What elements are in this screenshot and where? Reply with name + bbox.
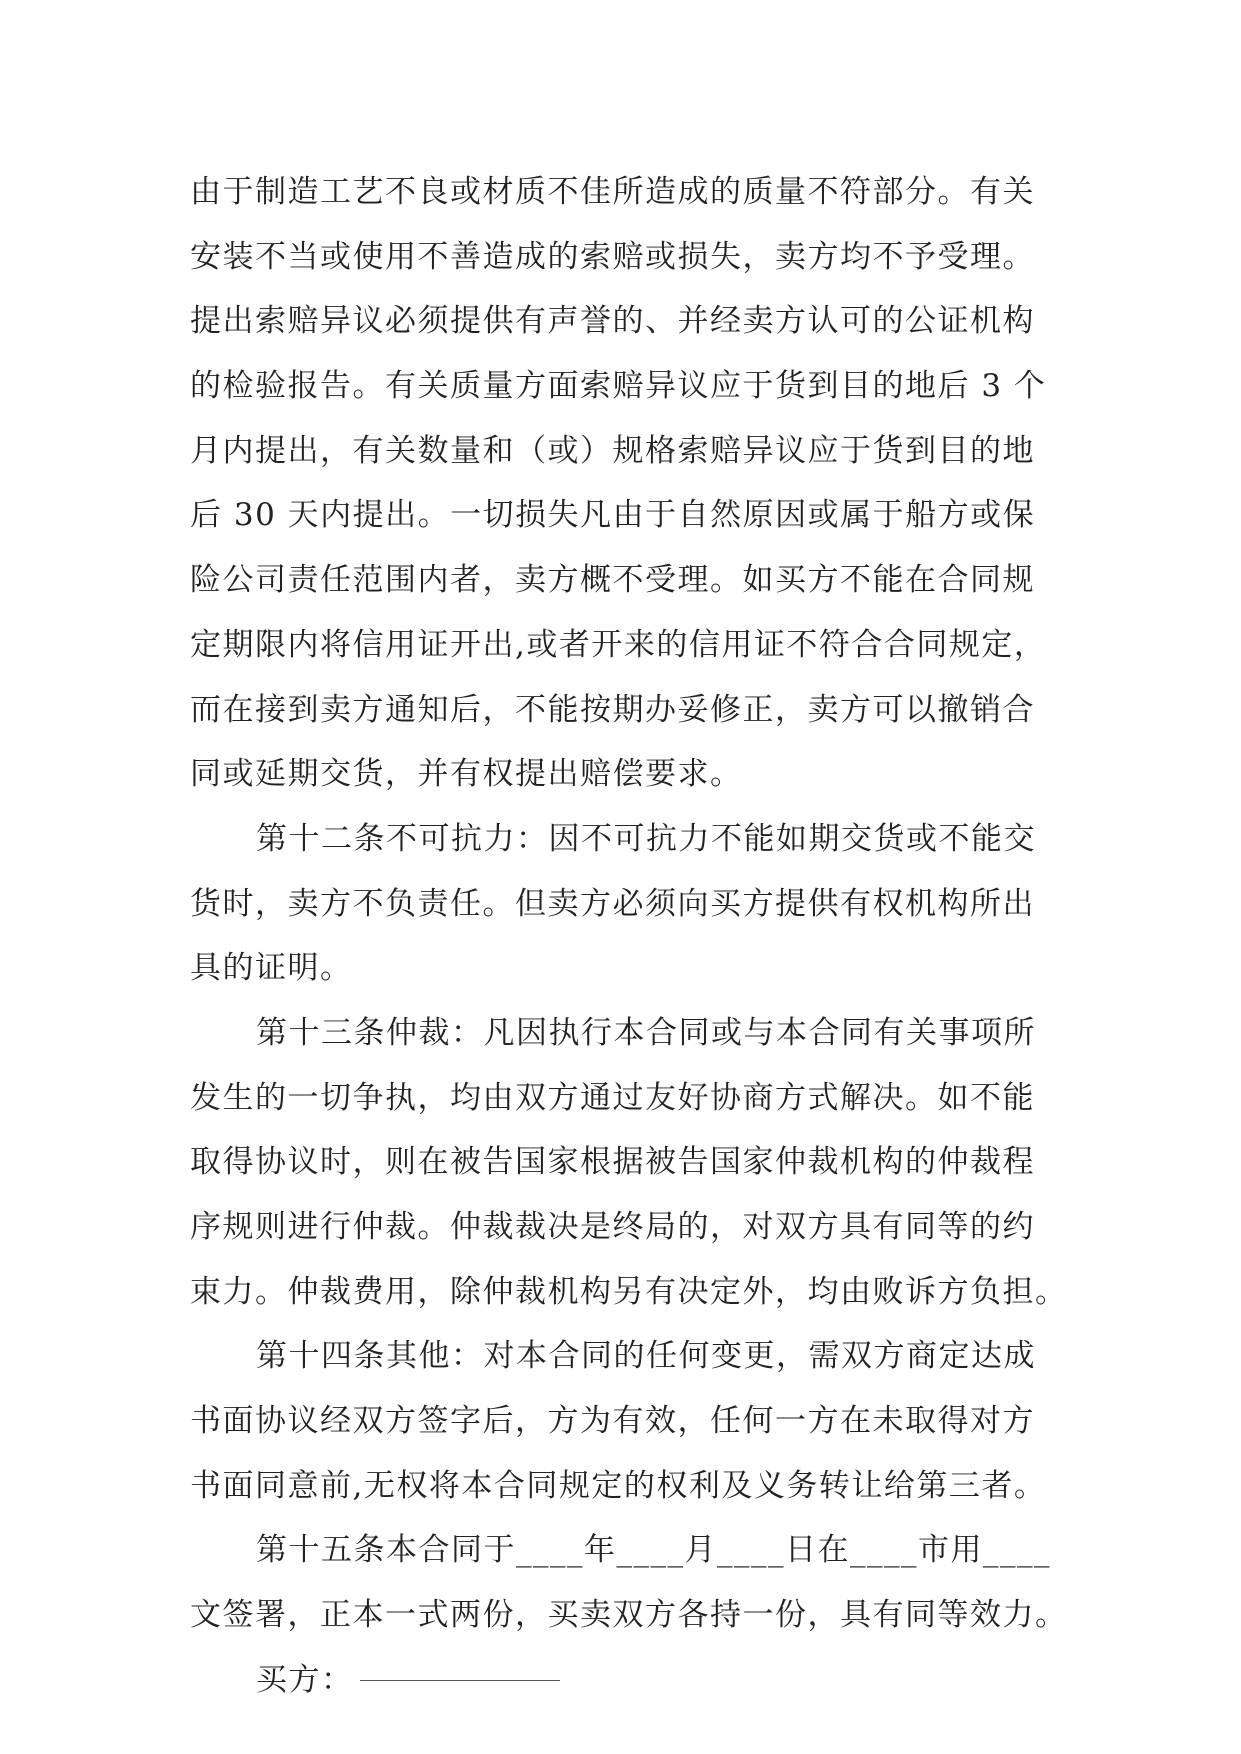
text-line: 的检验报告。有关质量方面索赔异议应于货到目的地后 3 个 (190, 368, 1047, 405)
text-line: 第十三条仲裁：凡因执行本合同或与本合同有关事项所 (256, 1014, 1036, 1051)
text-line: 提出索赔异议必须提供有声誉的、并经卖方认可的公证机构 (190, 303, 1035, 340)
text-line: 险公司责任范围内者，卖方概不受理。如买方不能在合同规 (190, 562, 1035, 599)
text-line: 书面同意前,无权将本合同规定的权利及义务转让给第三者。 (190, 1467, 1047, 1504)
text-line: 后 30 天内提出。一切损失凡由于自然原因或属于船方或保 (190, 497, 1036, 534)
text-line: 序规则进行仲裁。仲裁裁决是终局的，对双方具有同等的约 (190, 1209, 1035, 1245)
article-12-force-majeure (190, 807, 1070, 1001)
text-line: 发生的一切争执，均由双方通过友好协商方式解决。如不能 (190, 1079, 1035, 1116)
text-line: 书面协议经双方签字后，方为有效，任何一方在未取得对方 (190, 1403, 1035, 1440)
text-line: 货时，卖方不负责任。但卖方必须向买方提供有权机构所出 (190, 885, 1035, 922)
article-15-signing (190, 1518, 1070, 1647)
contract-body (190, 160, 1070, 1713)
text-line: 取得协议时，则在被告国家根据被告国家仲裁机构的仲裁程 (190, 1144, 1035, 1181)
text-line: 定期限内将信用证开出,或者开来的信用证不符合合同规定， (190, 626, 1047, 663)
buyer-signature-blank (360, 1679, 560, 1681)
text-line: 文签署，正本一式两份，买卖双方各持一份，具有同等效力。 (190, 1597, 1068, 1634)
claims-paragraph (190, 160, 1070, 807)
text-line: 第十二条不可抗力：因不可抗力不能如期交货或不能交 (256, 820, 1036, 857)
article-13-arbitration (190, 1001, 1070, 1324)
text-line: 月内提出，有关数量和（或）规格索赔异议应于货到目的地 (190, 432, 1035, 469)
text-line: 束力。仲裁费用，除仲裁机构另有决定外，均由败诉方负担。 (190, 1273, 1068, 1310)
article-14-other (190, 1324, 1070, 1518)
text-line: 第十五条本合同于____年____月____日在____市用____ (256, 1532, 1051, 1569)
paragraphs-container (190, 160, 1070, 1648)
text-line: 而在接到卖方通知后，不能按期办妥修正，卖方可以撤销合 (190, 691, 1035, 728)
text-line: 由于制造工艺不良或材质不佳所造成的质量不符部分。有关 (190, 174, 1035, 210)
buyer-label: 买方： (256, 1661, 354, 1698)
text-line: 第十四条其他：对本合同的任何变更，需双方商定达成 (256, 1338, 1036, 1375)
text-line: 具的证明。 (190, 950, 353, 987)
text-line: 同或延期交货，并有权提出赔偿要求。 (190, 756, 743, 793)
text-line: 安装不当或使用不善造成的索赔或损失，卖方均不予受理。 (190, 238, 1035, 275)
buyer-signature-line (190, 1648, 1070, 1713)
